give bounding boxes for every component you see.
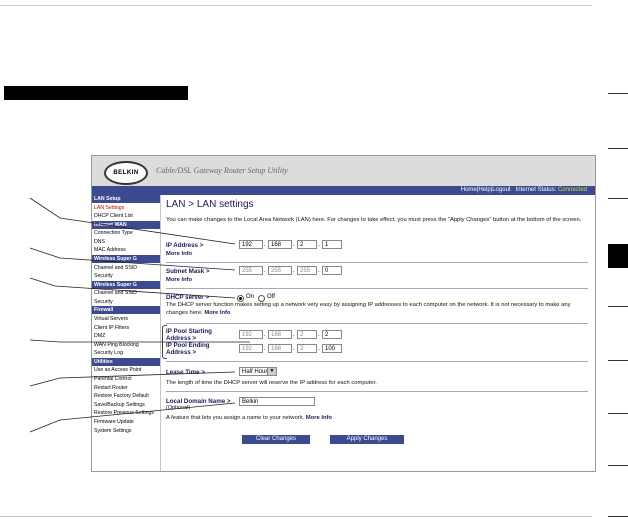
subnet-octet-4[interactable]: 0 <box>322 266 342 275</box>
home-link[interactable]: Home <box>460 187 477 193</box>
internet-status-label: Internet Status: <box>515 187 557 193</box>
chapter-tab-marker <box>608 198 628 199</box>
sidebar-item[interactable]: Channel and SSID <box>94 290 137 297</box>
sidebar-item[interactable]: WAN Ping Blocking <box>94 341 139 348</box>
sidebar-item[interactable]: Use as Access Point <box>94 367 142 374</box>
ip-octet-2[interactable]: 168 <box>268 240 292 249</box>
dhcp-more-info-link[interactable]: More Info <box>204 309 231 316</box>
dhcp-server-label: DHCP server > <box>166 294 210 301</box>
pool-start-label: IP Pool Starting Address > <box>166 328 212 342</box>
pool-start-octet-2[interactable]: 168 <box>268 330 292 339</box>
sidebar-item[interactable]: System Settings <box>94 427 132 434</box>
lease-time-select[interactable] <box>239 367 277 376</box>
dhcp-on-label: On <box>246 294 255 300</box>
dhcp-description: The DHCP server function makes setting up a network very easy by assigning IP addresses to each computer on the network. It is not necessary to make any changes here. More Info <box>166 302 571 316</box>
chapter-tab-marker <box>608 465 628 466</box>
sidebar-item[interactable]: Connection Type <box>94 230 133 237</box>
divider <box>166 391 588 392</box>
sidebar-section-header: Wireless Super G <box>92 281 160 289</box>
clear-changes-button[interactable]: Clear Changes <box>242 435 310 444</box>
subnet-more-info-link[interactable]: More Info <box>166 277 193 283</box>
ip-octet-4[interactable]: 1 <box>322 240 342 249</box>
chapter-tab-marker <box>608 93 628 94</box>
logout-link[interactable]: Logout <box>492 187 511 193</box>
sidebar-item[interactable]: Restore Previous Settings <box>94 410 154 417</box>
subnet-octet-3[interactable]: 255 <box>297 266 317 275</box>
chapter-tab-marker <box>608 413 628 414</box>
pool-end-octet-2[interactable]: 168 <box>268 344 292 353</box>
lease-description: The length of time the DHCP server will reserve the IP address for each computer. <box>166 380 377 386</box>
top-nav-links: Home|Help|Logout Internet Status: Connected <box>460 187 587 193</box>
pool-end-label: IP Pool Ending Address > <box>166 342 210 356</box>
domain-optional-label: (Optional) <box>166 405 191 411</box>
sidebar-section-header: Firewall <box>92 306 160 314</box>
app-title: Cable/DSL Gateway Router Setup Utility <box>156 166 288 175</box>
lease-time-label: Lease Time > <box>166 369 205 376</box>
dhcp-on-radio[interactable] <box>237 295 244 302</box>
chapter-tab-marker <box>608 148 628 149</box>
chapter-tab-marker <box>608 360 628 361</box>
pool-end-octet-4[interactable]: 100 <box>322 344 342 353</box>
pool-start-octet-3[interactable]: 2 <box>297 330 317 339</box>
sidebar-item[interactable]: Firmware Update <box>94 419 134 425</box>
help-link[interactable]: Help <box>478 187 491 193</box>
sidebar-item[interactable]: Client IP Filters <box>94 324 130 331</box>
dhcp-off-label: Off <box>267 294 275 300</box>
domain-description: A feature that lets you assign a name to your network. More Info <box>166 415 332 421</box>
apply-changes-button[interactable]: Apply Changes <box>330 435 404 444</box>
sidebar-item[interactable]: Virtual Servers <box>94 315 128 322</box>
sidebar-item[interactable]: DNS <box>94 238 105 245</box>
sidebar-section-header: Utilities <box>92 358 160 366</box>
pool-end-octet-3[interactable]: 2 <box>297 344 317 353</box>
domain-more-info-link[interactable]: More Info <box>305 415 332 421</box>
ip-address-label: IP Address > <box>166 242 204 249</box>
sidebar-item[interactable]: Security Log <box>94 350 123 357</box>
chapter-tab-marker <box>608 306 628 307</box>
sidebar-item[interactable]: Restore Factory Default <box>94 393 149 400</box>
sidebar-section-header: Internet WAN <box>92 221 160 229</box>
internet-status-value: Connected <box>557 187 587 193</box>
subnet-mask-label: Subnet Mask > <box>166 268 210 275</box>
ip-octet-3[interactable]: 2 <box>297 240 317 249</box>
chevron-down-icon: ▼ <box>267 368 276 375</box>
router-window: BELKIN Cable/DSL Gateway Router Setup Utility Home|Help|Logout Internet Status: Connected LAN Setup LAN Settings DHCP Client List Internet WAN Connection Type DNS MAC Address Wireless Super G Channel and SSID Security Wireless Super G Channel and SSID Security Firewall Virtual Servers Client IP Filters DMZ WAN Ping Blocking Security Log Utilities Use as Access Point Parental Control Restart Router Restore Factory Default Save/Backup Settings Restore Previous Settings Firmware Update System Settings LAN > LAN settings You can make changes to the Local Area Network (LAN) here. For changes to take effect, you must press the "Apply Changes" button at the bottom of the screen. IP Address > 192 . 168 . 2 . 1 More Info Subnet Mask > 255 . 255 . 255 . 0 More Info DHCP server > On Off The DHCP server function makes setting up a network very easy by assigning IP addresses to each computer on the network. It is not necessary to make any changes here. More Info IP Pool Starting Address > 192 . 168 . 2 . 2 IP Pool Ending Address > 192 . 168 . 2 . 100 Lease Time > Half Hour ▼ The length of time the DHCP server will reserve the IP address for each computer. Local Domain Name > (Optional) Belkin A feature that lets you assign a name to your network. More Info Clear Changes Apply Changes <box>91 155 596 472</box>
sidebar-item[interactable]: Parental Control <box>94 376 132 382</box>
sidebar-item[interactable]: Channel and SSID <box>94 264 137 271</box>
subnet-octet-2[interactable]: 255 <box>268 266 292 275</box>
sidebar-item[interactable]: Restart Router <box>94 384 128 391</box>
sidebar-item[interactable]: Security <box>94 298 113 305</box>
sidebar-item[interactable]: DMZ <box>94 333 106 340</box>
sidebar-item[interactable]: MAC Address <box>94 247 126 254</box>
domain-name-label: Local Domain Name > <box>166 398 231 405</box>
sidebar-item[interactable]: Security <box>94 273 113 280</box>
page-top-rule <box>0 5 592 6</box>
pool-end-octet-1[interactable]: 192 <box>239 344 263 353</box>
header-bar <box>92 156 595 186</box>
domain-name-input[interactable]: Belkin <box>239 397 315 406</box>
pool-start-octet-1[interactable]: 192 <box>239 330 263 339</box>
sidebar-section-header: LAN Setup <box>92 195 160 203</box>
dhcp-off-radio[interactable] <box>258 295 265 302</box>
divider <box>166 262 588 263</box>
intro-text: You can make changes to the Local Area Network (LAN) here. For changes to take effect, you must press the "Apply Changes" button at the bottom of the screen. <box>166 217 582 223</box>
subnet-octet-1[interactable]: 255 <box>239 266 263 275</box>
page-title: LAN > LAN settings <box>166 199 254 210</box>
lease-time-value: Half Hour <box>242 369 268 375</box>
ip-more-info-link[interactable]: More Info <box>166 251 193 257</box>
belkin-logo: BELKIN <box>104 161 148 185</box>
sidebar-section-header: Wireless Super G <box>92 255 160 263</box>
divider <box>166 361 588 362</box>
pool-start-octet-4[interactable]: 2 <box>322 330 342 339</box>
sidebar-item[interactable]: Save/Backup Settings <box>94 401 145 408</box>
chapter-tab-active <box>608 244 628 268</box>
sidebar-item[interactable]: LAN Settings <box>94 204 125 211</box>
section-title-bar <box>4 86 188 100</box>
page-bottom-rule <box>0 516 592 517</box>
ip-octet-1[interactable]: 192 <box>239 240 263 249</box>
divider <box>166 288 588 289</box>
sidebar <box>92 195 161 471</box>
sidebar-item[interactable]: DHCP Client List <box>94 213 133 220</box>
chapter-tab-marker <box>608 516 628 517</box>
divider <box>166 323 588 324</box>
